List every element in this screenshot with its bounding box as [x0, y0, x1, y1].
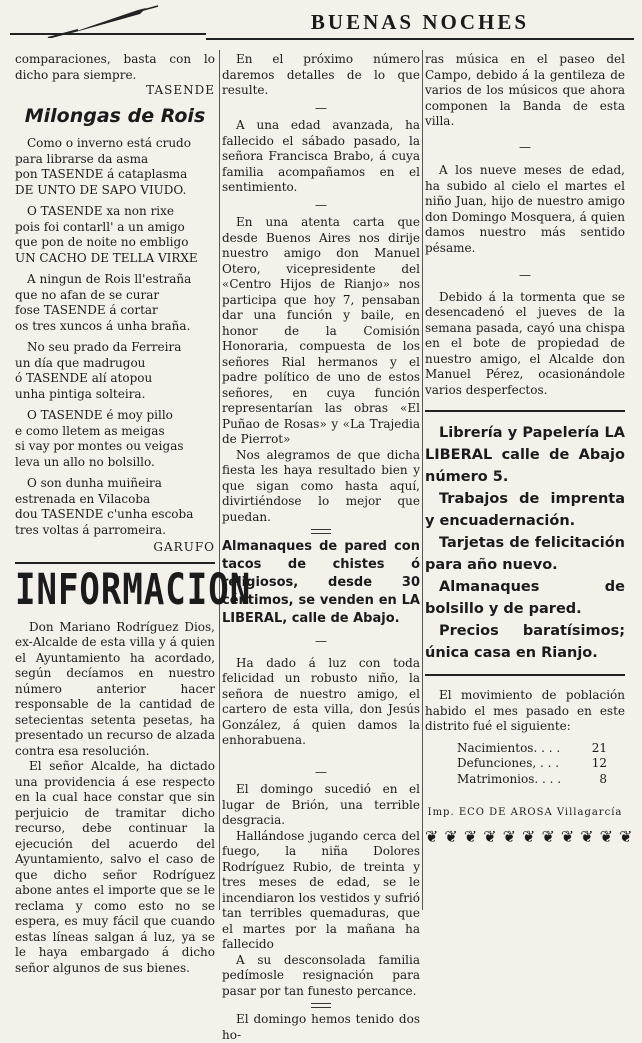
verse-line: A ningun de Rois ll'estraña [27, 272, 192, 286]
paragraph: El domingo sucedió en el lugar de Brión, una terrible desgracia. [222, 782, 420, 827]
paragraph: En el próximo número daremos detalles de lo que resulte. [222, 52, 420, 97]
column-2: En el próximo número daremos detalles de lo que resulte. — A una edad avanzada, ha fallecido el sábado pasado, la señora Francisca Brabo, á cuya familia acompañamos en el sentimiento. — En una atenta carta que desde Buenos Aires nos dirije nuestro amigo don Manuel Otero, vicepresidente del «Centro Hijos de Rianjo» nos participa que hoy 7, pensaban dar una función y baile, en honor de la Comisión Honoraria, compuesta de los señores Rial hermanos y el padre político de uno de estos señores, en cuya función representarían las obras «El Puñao de Rosas» y «La Trajedia de Pierrot» Nos alegramos de que dicha fiesta les haya resultado bien y que sigan como hasta aquí, divirtiéndose lo mejor que puedan. Almanaques de pared con tacos de chistes ó religiosos, desde 30 céntimos, se venden en LA LIBERAL, calle de Abajo. — Ha dado á luz con toda felicidad un robusto niño, la señora de nuestro amigo, el cartero de esta villa, don Jesús González, á quien damos la enhorabuena. — El domingo sucedió en el lugar de Brión, una terrible desgracia. Hallándose jugando cerca del fuego, la niña Dolores Rodríguez Rubio, de treinta y tres meses de edad, se le incendiaron los vestidos y sufrió tan terribles quemaduras, que el martes por la mañana ha fallecido A su desconsolada familia pedímosle resignación para pasar por tan funesto percance. El domingo hemos tenido dos ho- [222, 52, 420, 1042]
paragraph: Debido á la tormenta que se desencadenó el jueves de la semana pasada, cayó una chispa en el bote de propiedad de nuestro amigo, el Alcalde don Manuel Pérez, ocasionándole varios desperfectos. [425, 289, 625, 397]
advertisement-block [425, 422, 625, 664]
column-3: ras música en el paseo del Campo, debido á la gentileza de varios de los músicos que ahora componen la Banda de esta villa. — A los nueve meses de edad, ha subido al cielo el martes el niño Juan, hijo de nuestro amigo don Domingo Mosquera, á quien damos nuestro más sentido pésame. — Debido á la tormenta que se desencadenó el jueves de la semana pasada, cayó una chispa en el bote de propiedad de nuestro amigo, el Alcalde don Manuel Pérez, ocasionándole varios desperfectos. Librería y Papelería LA LIBERAL calle de Abajo número 5. Trabajos de imprenta y encuadernación. Tarjetas de felicitación para año nuevo. Almanaques de bolsillo y de pared. Precios baratísimos; única casa en Rianjo. El movimiento de población habido el mes pasado en este distrito fué el siguiente: Nacimientos. . . . 21 Defunciones, . . . 12 Matrimonios. . . . 8 Imp. ECO DE AROSA Villagarcía ❦❦❦❦❦❦❦❦❦❦❦ [425, 52, 639, 846]
ornament-border: ❦❦❦❦❦❦❦❦❦❦❦ [425, 826, 639, 846]
paragraph: Nos alegramos de que dicha fiesta les haya resultado bien y que sigan como hasta aquí, divirtiéndose lo mejor que puedan. [222, 447, 420, 524]
verse-line: UN CACHO DE TELLA VIRXE [15, 250, 198, 265]
paragraph: A los nueve meses de edad, ha subido al cielo el martes el niño Juan, hijo de nuestro amigo don Domingo Mosquera, á quien damos nuestro más sentido pésame. [425, 163, 625, 255]
paragraph: El movimiento de población habido el mes pasado en este distrito fué el siguiente: [425, 688, 625, 733]
section-title: INFORMACION [15, 564, 252, 615]
paragraph: A su desconsolada familia pedímosle resignación para pasar por tan funesto percance. [222, 952, 420, 998]
verse-line: leva un allo no bolsillo. [15, 454, 155, 469]
verse-line: tres voltas á parromeira. [15, 522, 166, 537]
signature: TASENDE [146, 83, 215, 97]
stat-label: Nacimientos. . . . [457, 740, 561, 755]
verse-line: pois foi contarll' a un amigo [15, 219, 185, 234]
verse-line: unha pintiga solteira. [15, 386, 146, 401]
stat-value: 8 [599, 771, 607, 786]
paragraph: A una edad avanzada, ha fallecido el sábado pasado, la señora Francisca Brabo, á cuya familia acompañamos en el sentimiento. [222, 118, 420, 194]
quill-pen-icon [8, 4, 208, 38]
verse-line: O TASENDE é moy pillo [27, 408, 173, 422]
paragraph: Don Mariano Rodríguez Dios, ex-Alcalde de esta villa y á quien el Ayuntamiento ha acordado, según decíamos en nuestro número anterior hacer responsable de la cantidad de setecientas setenta pesetas, ha presentado un recurso de alzada contra esa resolución. [15, 619, 215, 758]
printer-imprint: Imp. ECO DE AROSA Villagarcía [427, 807, 623, 818]
population-stats [425, 741, 625, 788]
signature: GARUFO [153, 540, 215, 554]
advertisement: Almanaques de pared con tacos de chistes ó religiosos, desde 30 céntimos, se venden en LA LIBERAL, calle de Abajo. [222, 539, 420, 626]
paragraph: Ha dado á luz con toda felicidad un robusto niño, la señora de nuestro amigo, el cartero de esta villa, don Jesús González, á quien damos la enhorabuena. [222, 655, 420, 747]
stat-label: Matrimonios. . . . [457, 771, 562, 786]
stat-value: 12 [591, 756, 607, 770]
verse-line: estrenada en Vilacoba [15, 491, 151, 506]
verse-line: e como lletem as meigas [15, 423, 165, 438]
verse-line: si vay por montes ou veigas [15, 439, 184, 453]
verse-line: O son dunha muiñeira [27, 476, 162, 490]
poem [15, 136, 215, 538]
column-1 [15, 52, 252, 976]
verse-line: Como o inverno está crudo [27, 136, 191, 150]
stat-row [425, 741, 625, 757]
verse-line: dou TASENDE c'unha escoba [15, 507, 194, 521]
verse-line: ó TASENDE alí atopou [15, 371, 153, 385]
column-divider [422, 50, 423, 910]
stat-value: 21 [591, 740, 607, 755]
verse-line: para librarse da asma [15, 151, 149, 166]
separator [311, 529, 331, 534]
masthead-title: BUENAS NOCHES [310, 10, 530, 34]
ad-line: Tarjetas de felicitación para año nuevo. [425, 535, 625, 573]
section-rule [425, 674, 625, 676]
ad-line: Librería y Papelería LA LIBERAL calle de Abajo número 5. [425, 425, 625, 485]
section-rule [15, 562, 215, 564]
poem-title: Milongas de Rois [24, 104, 206, 127]
verse-line: que no afan de se curar [15, 287, 160, 302]
stat-row [425, 772, 625, 788]
separator [311, 1003, 331, 1008]
ad-line: Almanaques de bolsillo y de pared. [425, 579, 625, 617]
paragraph: En una atenta carta que desde Buenos Aires nos dirije nuestro amigo don Manuel Otero, vicepresidente del «Centro Hijos de Rianjo» nos participa que hoy 7, pensaban dar una función y baile, en honor de la Comisión Honoraria, compuesta de los señores Rial hermanos y el padre político de uno de estos señores, en cuya función representarían las obras «El Puñao de Rosas» y «La Trajedia de Pierrot» [222, 215, 420, 446]
stat-label: Defunciones, . . . [457, 756, 560, 770]
paragraph: El domingo hemos tenido dos ho- [222, 1012, 420, 1042]
paragraph: El señor Alcalde, ha dictado una providencia á ese respecto en la cual hace constar que sin perjuicio de tramitar dicho recurso, debe continuar la ejecución del acuerdo del Ayuntamiento, salvo el caso de que dicho señor Rodríguez abone antes el importe que se le reclama y como esto no se espera, es muy fácil que cuando estas líneas salgan á luz, ya se le haya embargado á dicho señor algunos de sus bienes. [15, 759, 215, 975]
verse-line: pon TASENDE á cataplasma [15, 167, 188, 181]
verse-line: os tres xuncos á unha braña. [15, 318, 191, 333]
verse-line: un día que madrugou [15, 355, 146, 370]
paragraph: ras música en el paseo del Campo, debido á la gentileza de varios de los músicos que ahora componen la Banda de esta villa. [425, 52, 625, 128]
ad-line: Trabajos de imprenta y encuadernación. [425, 491, 625, 529]
masthead-rule [206, 38, 634, 40]
ad-line: Precios baratísimos; única casa en Rianjo. [425, 623, 625, 661]
verse-line: que pon de noite no embligo [15, 235, 189, 249]
paragraph: comparaciones, basta con lo dicho para siempre. [15, 52, 215, 82]
paragraph: Hallándose jugando cerca del fuego, la niña Dolores Rodríguez Rubio, de treinta y tres meses de edad, se le incendiaron los vestidos y sufrió tan terribles quemaduras, que el martes por la mañana ha fallecido [222, 828, 420, 951]
verse-line: fose TASENDE á cortar [15, 303, 158, 317]
verse-line: No seu prado da Ferreira [27, 340, 182, 354]
verse-line: DE UNTO DE SAPO VIUDO. [15, 182, 187, 197]
section-rule [425, 410, 625, 412]
column-divider [219, 50, 220, 910]
masthead [0, 0, 642, 46]
verse-line: O TASENDE xa non rixe [27, 204, 175, 218]
stat-row [425, 756, 625, 772]
